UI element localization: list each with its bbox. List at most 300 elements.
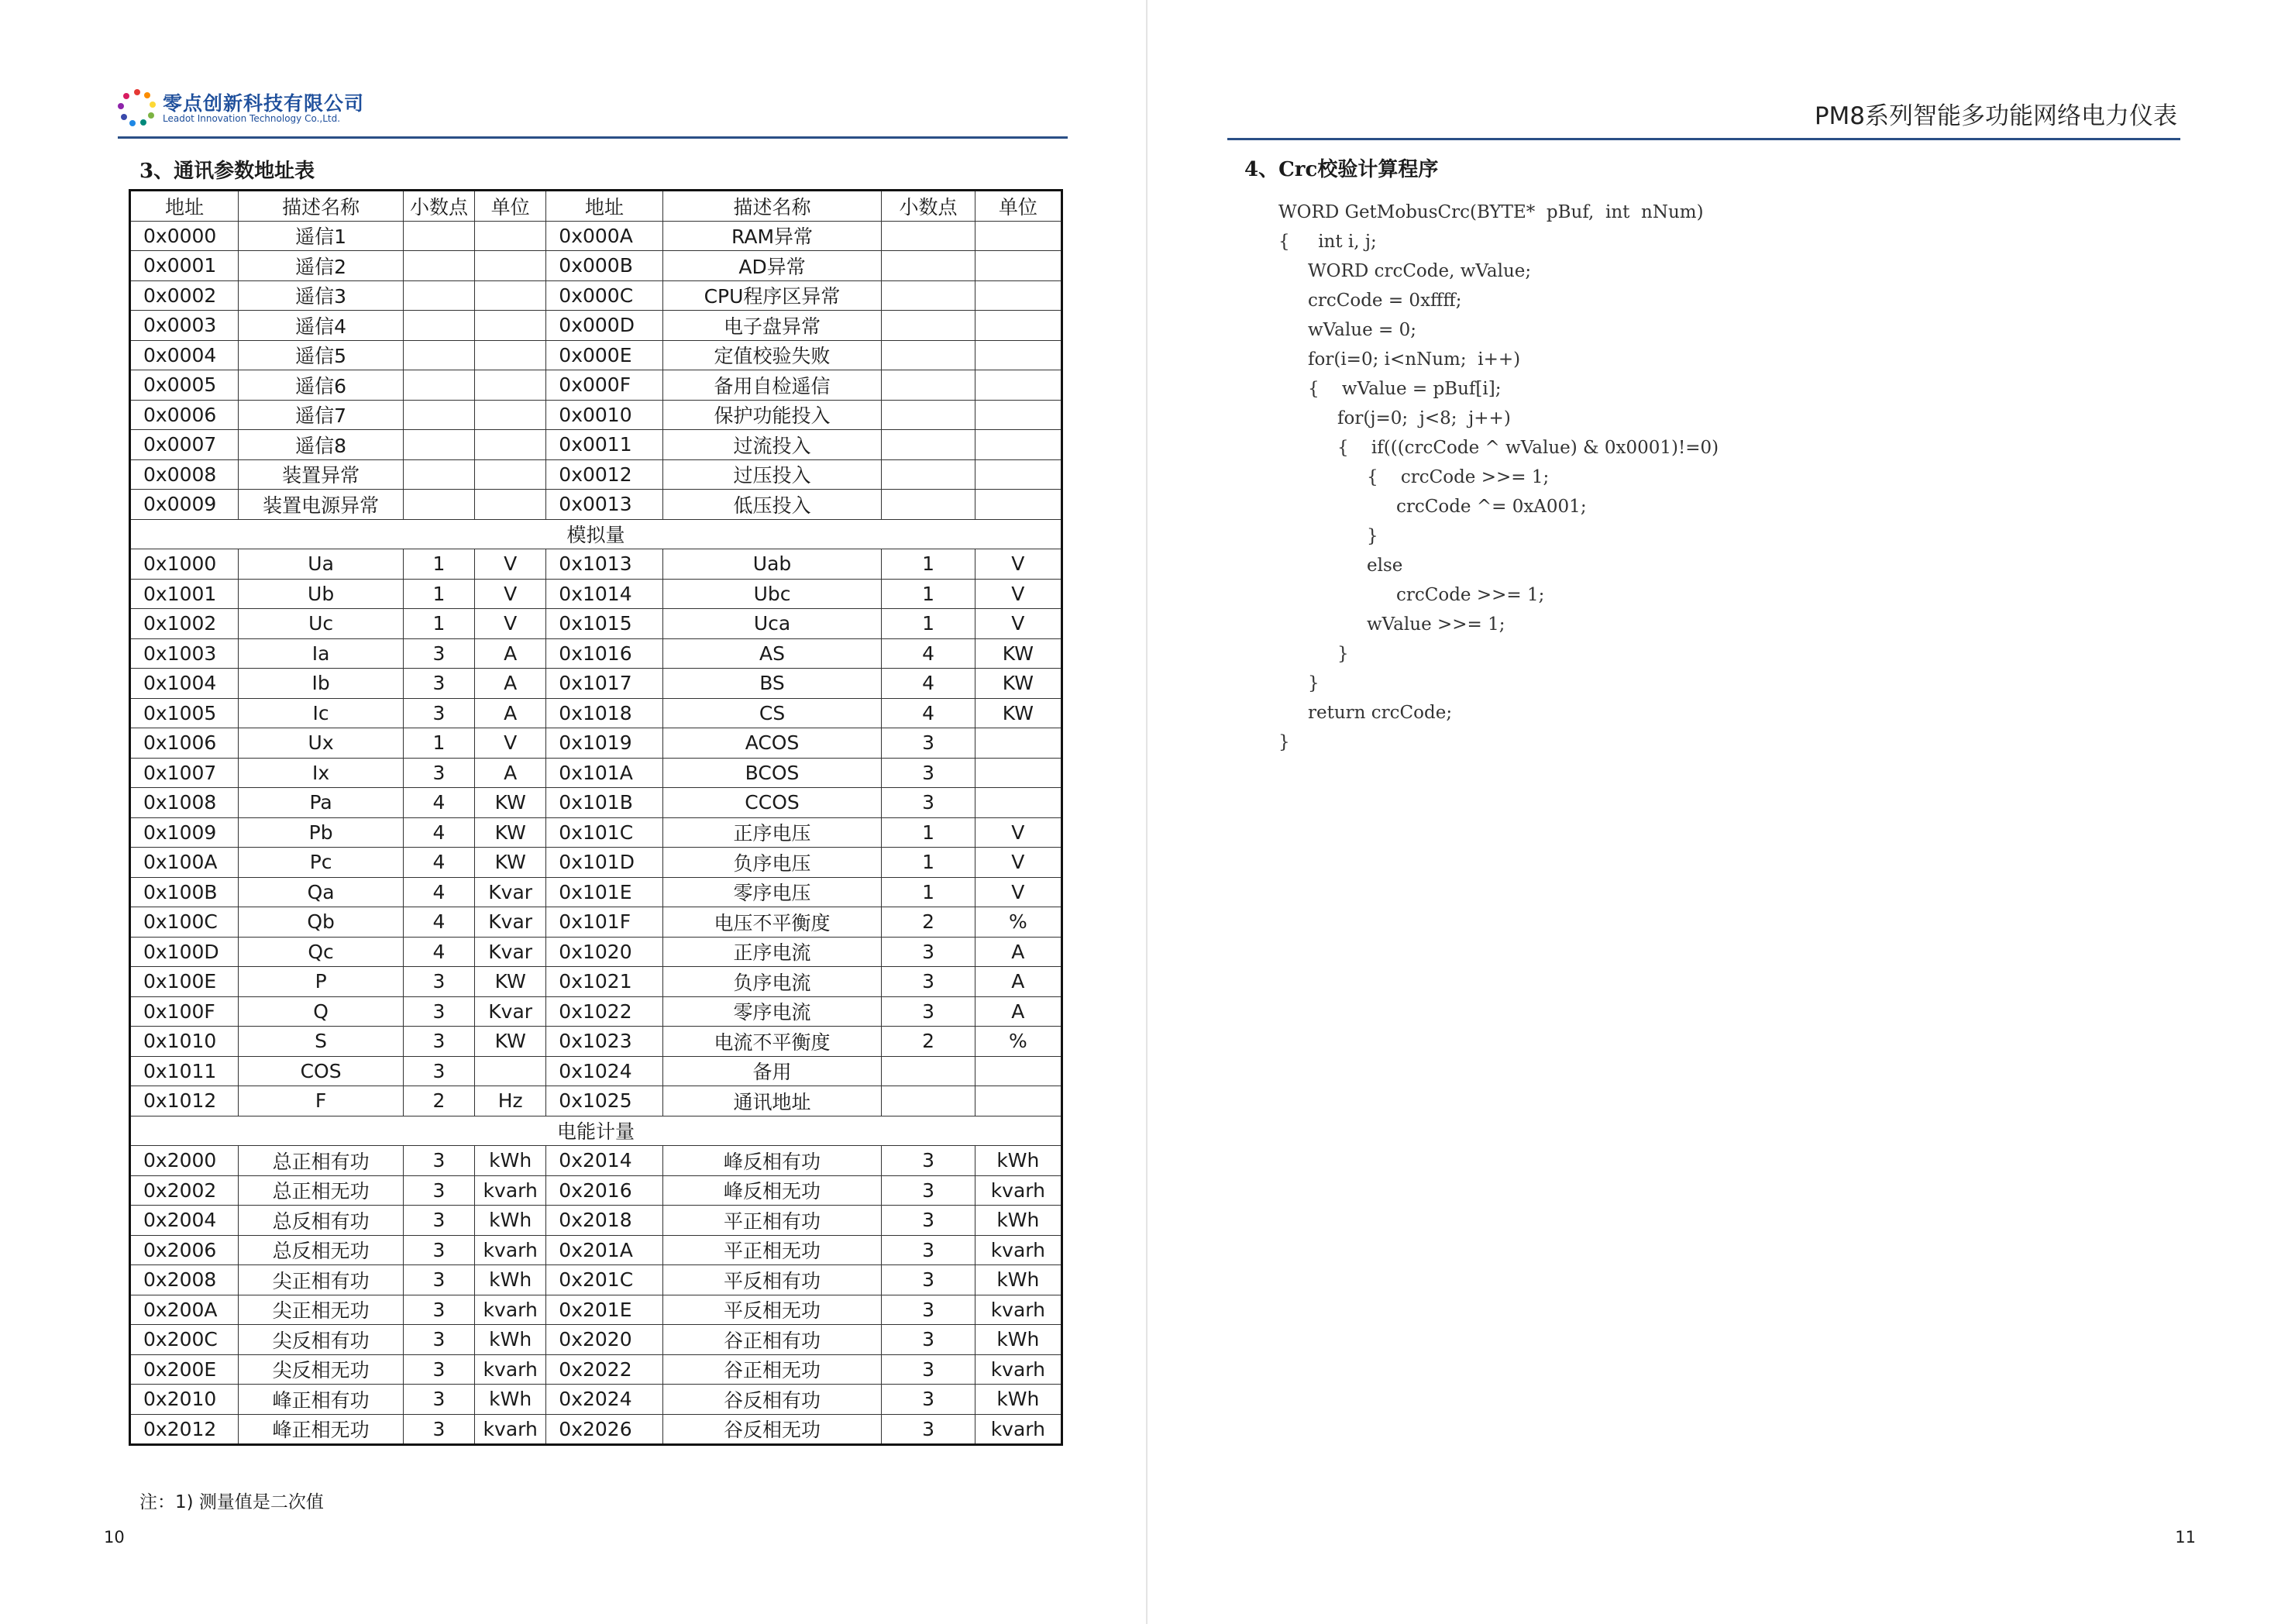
table-cell: kWh — [475, 1206, 546, 1236]
table-cell: 1 — [882, 579, 975, 609]
table-cell — [975, 490, 1061, 520]
table-cell: 1 — [403, 609, 474, 639]
table-cell: 遥信5 — [239, 340, 404, 370]
table-cell: 峰反相有功 — [662, 1146, 882, 1176]
table-cell: 遥信4 — [239, 311, 404, 341]
table-row — [130, 1295, 1062, 1325]
table-cell: 0x2010 — [130, 1385, 239, 1415]
table-cell: Qc — [239, 937, 404, 967]
header-rule-right — [1227, 138, 2180, 140]
table-cell — [475, 340, 546, 370]
table-cell: kWh — [475, 1265, 546, 1295]
table-cell: Qa — [239, 877, 404, 907]
parameter-address-table — [129, 189, 1063, 1446]
table-cell: 0x1015 — [546, 609, 662, 639]
table-cell: 总正相无功 — [239, 1175, 404, 1206]
table-cell: V — [975, 877, 1061, 907]
table-cell: 尖反相无功 — [239, 1354, 404, 1385]
table-row — [130, 848, 1062, 878]
column-header: 小数点 — [882, 191, 975, 222]
code-line: WORD GetMobusCrc(BYTE* pBuf, int nNum) — [1278, 202, 1704, 222]
table-cell — [403, 459, 474, 490]
table-cell: 谷正相有功 — [662, 1325, 882, 1355]
table-cell: 0x0003 — [130, 311, 239, 341]
table-cell — [475, 221, 546, 251]
table-cell: 0x101A — [546, 758, 662, 788]
table-cell: 3 — [403, 1235, 474, 1265]
table-cell: Pb — [239, 817, 404, 848]
table-cell: 3 — [403, 758, 474, 788]
table-cell — [882, 221, 975, 251]
table-row — [130, 1385, 1062, 1415]
table-section-row — [130, 1116, 1062, 1146]
table-row — [130, 1265, 1062, 1295]
table-cell: V — [975, 579, 1061, 609]
table-cell: 0x2026 — [546, 1414, 662, 1445]
table-cell: 正序电流 — [662, 937, 882, 967]
table-cell: V — [975, 609, 1061, 639]
table-cell — [403, 400, 474, 430]
table-cell: 3 — [403, 1027, 474, 1057]
table-row — [130, 758, 1062, 788]
table-cell: 0x0006 — [130, 400, 239, 430]
table-row — [130, 907, 1062, 938]
table-cell: 0x000E — [546, 340, 662, 370]
code-line: crcCode ^= 0xA001; — [1396, 497, 1587, 517]
logo-dots-icon — [118, 88, 157, 127]
table-cell: 0x1025 — [546, 1086, 662, 1116]
table-cell — [975, 251, 1061, 281]
table-cell — [975, 430, 1061, 460]
table-row — [130, 1027, 1062, 1057]
table-cell: 谷正相无功 — [662, 1354, 882, 1385]
table-cell — [882, 280, 975, 311]
table-cell: Ub — [239, 579, 404, 609]
table-cell: 0x100D — [130, 937, 239, 967]
table-cell: Pc — [239, 848, 404, 878]
table-cell: A — [975, 996, 1061, 1027]
table-row — [130, 609, 1062, 639]
table-cell: AD异常 — [662, 251, 882, 281]
table-cell: 3 — [403, 996, 474, 1027]
table-cell: 4 — [403, 907, 474, 938]
table-cell: 定值校验失败 — [662, 340, 882, 370]
table-row — [130, 996, 1062, 1027]
table-cell — [975, 1086, 1061, 1116]
table-cell: kvarh — [975, 1354, 1061, 1385]
table-cell: 0x2014 — [546, 1146, 662, 1176]
code-line: wValue >>= 1; — [1367, 614, 1505, 635]
table-cell: 0x201A — [546, 1235, 662, 1265]
table-cell: 装置电源异常 — [239, 490, 404, 520]
table-cell — [975, 788, 1061, 818]
section-label: 模拟量 — [130, 519, 1062, 549]
table-row — [130, 638, 1062, 669]
table-cell: 3 — [403, 1354, 474, 1385]
table-cell: A — [475, 638, 546, 669]
table-cell: 4 — [882, 638, 975, 669]
table-cell: Qb — [239, 907, 404, 938]
table-cell: 0x2000 — [130, 1146, 239, 1176]
table-cell: Uc — [239, 609, 404, 639]
table-cell: 0x0008 — [130, 459, 239, 490]
table-cell — [403, 370, 474, 401]
table-cell: 0x2020 — [546, 1325, 662, 1355]
code-line: wValue = 0; — [1308, 320, 1416, 340]
table-cell: 2 — [882, 1027, 975, 1057]
table-cell — [975, 728, 1061, 759]
table-cell: 3 — [403, 1385, 474, 1415]
table-cell: Ux — [239, 728, 404, 759]
table-cell: 遥信7 — [239, 400, 404, 430]
company-name-en: Leadot Innovation Technology Co.,Ltd. — [163, 113, 341, 124]
table-cell: 0x100F — [130, 996, 239, 1027]
table-cell: 0x1020 — [546, 937, 662, 967]
table-cell — [882, 1086, 975, 1116]
table-cell: 峰反相无功 — [662, 1175, 882, 1206]
table-cell: 正序电压 — [662, 817, 882, 848]
table-cell: F — [239, 1086, 404, 1116]
table-cell: 0x0007 — [130, 430, 239, 460]
code-line: crcCode = 0xffff; — [1308, 291, 1462, 311]
table-cell: 通讯地址 — [662, 1086, 882, 1116]
table-cell: 0x2022 — [546, 1354, 662, 1385]
table-cell: 3 — [403, 1146, 474, 1176]
table-cell: 0x101B — [546, 788, 662, 818]
table-row — [130, 221, 1062, 251]
table-cell: BCOS — [662, 758, 882, 788]
table-cell: 0x100C — [130, 907, 239, 938]
table-row — [130, 549, 1062, 580]
table-cell — [882, 311, 975, 341]
table-cell: CS — [662, 698, 882, 728]
table-cell: kvarh — [475, 1354, 546, 1385]
table-row — [130, 1175, 1062, 1206]
table-row — [130, 1235, 1062, 1265]
table-cell: 0x101E — [546, 877, 662, 907]
table-cell: 3 — [403, 669, 474, 699]
page-number-left: 10 — [104, 1528, 125, 1547]
table-cell: Ia — [239, 638, 404, 669]
table-cell: 谷反相无功 — [662, 1414, 882, 1445]
code-line: } — [1337, 644, 1349, 664]
column-header: 地址 — [130, 191, 239, 222]
table-cell: 谷反相有功 — [662, 1385, 882, 1415]
table-cell: 过压投入 — [662, 459, 882, 490]
table-cell: 0x1004 — [130, 669, 239, 699]
page-number-right: 11 — [2175, 1528, 2196, 1547]
table-cell: Hz — [475, 1086, 546, 1116]
table-body — [130, 221, 1062, 1445]
table-cell: Kvar — [475, 937, 546, 967]
table-cell: 电压不平衡度 — [662, 907, 882, 938]
table-cell: KW — [975, 638, 1061, 669]
column-header: 单位 — [975, 191, 1061, 222]
table-cell: 0x1001 — [130, 579, 239, 609]
table-cell: 电流不平衡度 — [662, 1027, 882, 1057]
table-row — [130, 1146, 1062, 1176]
table-cell: 0x1017 — [546, 669, 662, 699]
table-cell: 3 — [882, 1265, 975, 1295]
table-cell: 尖正相无功 — [239, 1295, 404, 1325]
table-cell: 3 — [403, 1175, 474, 1206]
table-cell: % — [975, 1027, 1061, 1057]
table-cell: 遥信8 — [239, 430, 404, 460]
table-cell: kvarh — [975, 1295, 1061, 1325]
table-cell: 0x201C — [546, 1265, 662, 1295]
column-header: 描述名称 — [239, 191, 404, 222]
table-row — [130, 937, 1062, 967]
table-cell: Kvar — [475, 877, 546, 907]
table-cell: 0x1000 — [130, 549, 239, 580]
table-row — [130, 1325, 1062, 1355]
table-cell: 遥信2 — [239, 251, 404, 281]
table-cell: kvarh — [475, 1414, 546, 1445]
table-cell — [403, 430, 474, 460]
table-cell: 0x000B — [546, 251, 662, 281]
table-cell: 3 — [882, 1354, 975, 1385]
table-cell: V — [975, 848, 1061, 878]
table-cell: Kvar — [475, 996, 546, 1027]
table-cell: 0x201E — [546, 1295, 662, 1325]
table-cell: 尖正相有功 — [239, 1265, 404, 1295]
table-cell: 0x2004 — [130, 1206, 239, 1236]
table-cell: 零序电压 — [662, 877, 882, 907]
table-cell: 1 — [882, 848, 975, 878]
table-cell: 2 — [403, 1086, 474, 1116]
company-logo — [118, 87, 381, 132]
table-cell: 3 — [882, 788, 975, 818]
table-cell: kWh — [475, 1385, 546, 1415]
table-row — [130, 669, 1062, 699]
table-cell: 0x1005 — [130, 698, 239, 728]
table-cell: ACOS — [662, 728, 882, 759]
table-cell: 0x0001 — [130, 251, 239, 281]
table-cell: 遥信3 — [239, 280, 404, 311]
table-cell — [882, 400, 975, 430]
table-cell — [975, 459, 1061, 490]
table-cell: 0x1022 — [546, 996, 662, 1027]
code-line: } — [1367, 526, 1378, 546]
table-cell: V — [475, 609, 546, 639]
table-row — [130, 459, 1062, 490]
column-header: 描述名称 — [662, 191, 882, 222]
table-row — [130, 280, 1062, 311]
table-cell: 0x2006 — [130, 1235, 239, 1265]
table-cell: 平反相无功 — [662, 1295, 882, 1325]
table-cell: Ic — [239, 698, 404, 728]
table-cell: 0x000C — [546, 280, 662, 311]
table-cell: 3 — [403, 638, 474, 669]
table-cell: 0x1009 — [130, 817, 239, 848]
table-cell — [475, 280, 546, 311]
table-cell: 3 — [403, 1056, 474, 1086]
table-cell: 1 — [403, 549, 474, 580]
table-cell: KW — [975, 669, 1061, 699]
table-cell: V — [975, 817, 1061, 848]
column-header: 地址 — [546, 191, 662, 222]
table-cell: Uab — [662, 549, 882, 580]
table-cell: 1 — [882, 877, 975, 907]
table-cell: % — [975, 907, 1061, 938]
table-cell: 0x0005 — [130, 370, 239, 401]
header-rule-left — [118, 136, 1068, 139]
table-cell: 0x1003 — [130, 638, 239, 669]
table-cell: kvarh — [475, 1235, 546, 1265]
table-cell: 4 — [403, 788, 474, 818]
table-cell: 3 — [403, 1295, 474, 1325]
table-cell: 3 — [882, 937, 975, 967]
code-line: for(j=0; j<8; j++) — [1337, 408, 1511, 428]
table-row — [130, 1414, 1062, 1445]
table-cell: Q — [239, 996, 404, 1027]
table-cell: A — [975, 967, 1061, 997]
table-cell — [475, 1056, 546, 1086]
company-name-cn: 零点创新科技有限公司 — [163, 92, 365, 115]
table-cell: 3 — [882, 1325, 975, 1355]
table-cell: 3 — [403, 698, 474, 728]
code-line: { int i, j; — [1278, 232, 1377, 252]
table-cell — [975, 370, 1061, 401]
code-line: { if(((crcCode ^ wValue) & 0x0001)!=0) — [1337, 438, 1719, 458]
table-cell — [882, 430, 975, 460]
table-cell: Pa — [239, 788, 404, 818]
table-cell — [403, 221, 474, 251]
table-cell: 0x101D — [546, 848, 662, 878]
table-cell: AS — [662, 638, 882, 669]
table-row — [130, 311, 1062, 341]
table-cell: 0x0011 — [546, 430, 662, 460]
table-cell: 4 — [403, 817, 474, 848]
table-cell — [475, 311, 546, 341]
table-cell: 0x101C — [546, 817, 662, 848]
table-cell: CPU程序区异常 — [662, 280, 882, 311]
table-cell: 遥信6 — [239, 370, 404, 401]
table-header-row — [130, 191, 1062, 222]
table-cell: 0x100A — [130, 848, 239, 878]
table-cell: 0x000A — [546, 221, 662, 251]
table-cell — [882, 370, 975, 401]
table-cell: 总正相有功 — [239, 1146, 404, 1176]
table-cell: 0x1006 — [130, 728, 239, 759]
table-cell: 保护功能投入 — [662, 400, 882, 430]
table-cell: 总反相有功 — [239, 1206, 404, 1236]
table-cell: 1 — [403, 728, 474, 759]
table-row — [130, 698, 1062, 728]
table-cell — [403, 311, 474, 341]
table-cell: 3 — [882, 1295, 975, 1325]
code-line: { crcCode >>= 1; — [1367, 467, 1550, 487]
table-cell: 0x2024 — [546, 1385, 662, 1415]
table-cell: kWh — [475, 1325, 546, 1355]
table-cell: 0x2008 — [130, 1265, 239, 1295]
table-cell: 遥信1 — [239, 221, 404, 251]
table-cell: 0x1014 — [546, 579, 662, 609]
table-cell: V — [975, 549, 1061, 580]
table-cell — [475, 251, 546, 281]
column-header: 小数点 — [403, 191, 474, 222]
table-cell: 过流投入 — [662, 430, 882, 460]
table-cell: A — [475, 669, 546, 699]
table-cell — [475, 400, 546, 430]
table-cell: 0x200E — [130, 1354, 239, 1385]
table-cell: 0x200A — [130, 1295, 239, 1325]
code-line: crcCode >>= 1; — [1396, 585, 1545, 605]
code-line: WORD crcCode, wValue; — [1308, 261, 1532, 281]
table-cell: kvarh — [975, 1414, 1061, 1445]
table-cell — [975, 311, 1061, 341]
table-cell: 0x1024 — [546, 1056, 662, 1086]
table-row — [130, 788, 1062, 818]
table-cell: 3 — [403, 967, 474, 997]
table-cell: 负序电流 — [662, 967, 882, 997]
table-cell: Ua — [239, 549, 404, 580]
crc-code-listing — [1278, 198, 1719, 757]
table-cell — [403, 251, 474, 281]
table-cell: 0x0010 — [546, 400, 662, 430]
table-cell — [403, 280, 474, 311]
table-cell: 3 — [882, 1175, 975, 1206]
table-cell: kvarh — [475, 1295, 546, 1325]
table-cell: 0x1013 — [546, 549, 662, 580]
table-cell: 1 — [882, 609, 975, 639]
table-cell: 0x1012 — [130, 1086, 239, 1116]
table-cell — [975, 758, 1061, 788]
table-cell: A — [975, 937, 1061, 967]
table-cell: 0x100E — [130, 967, 239, 997]
table-cell: A — [475, 698, 546, 728]
table-cell: 低压投入 — [662, 490, 882, 520]
table-cell: 4 — [403, 877, 474, 907]
table-cell: 4 — [882, 698, 975, 728]
table-cell: V — [475, 549, 546, 580]
table-cell: 3 — [403, 1325, 474, 1355]
table-cell: A — [475, 758, 546, 788]
table-cell: 负序电压 — [662, 848, 882, 878]
table-cell: 0x1010 — [130, 1027, 239, 1057]
table-cell: 0x2016 — [546, 1175, 662, 1206]
table-cell — [475, 490, 546, 520]
table-cell: 备用 — [662, 1056, 882, 1086]
table-cell: 峰正相有功 — [239, 1385, 404, 1415]
table-cell: Kvar — [475, 907, 546, 938]
table-cell — [403, 490, 474, 520]
table-cell: 0x0000 — [130, 221, 239, 251]
table-cell: 峰正相无功 — [239, 1414, 404, 1445]
table-cell: KW — [475, 967, 546, 997]
table-cell: COS — [239, 1056, 404, 1086]
table-cell: RAM异常 — [662, 221, 882, 251]
table-cell: 0x1008 — [130, 788, 239, 818]
table-cell: 4 — [403, 848, 474, 878]
table-cell: 平反相有功 — [662, 1265, 882, 1295]
table-cell: 3 — [882, 758, 975, 788]
table-cell: KW — [475, 817, 546, 848]
table-cell: kWh — [975, 1206, 1061, 1236]
table-cell: 尖反相有功 — [239, 1325, 404, 1355]
table-section-row — [130, 519, 1062, 549]
table-row — [130, 430, 1062, 460]
table-cell: 平正相有功 — [662, 1206, 882, 1236]
table-cell: 3 — [403, 1265, 474, 1295]
table-cell: kvarh — [975, 1235, 1061, 1265]
table-cell: 4 — [403, 937, 474, 967]
code-line: { wValue = pBuf[i]; — [1308, 379, 1502, 399]
table-row — [130, 370, 1062, 401]
table-cell — [975, 1056, 1061, 1086]
table-cell: 平正相无功 — [662, 1235, 882, 1265]
table-cell — [475, 370, 546, 401]
